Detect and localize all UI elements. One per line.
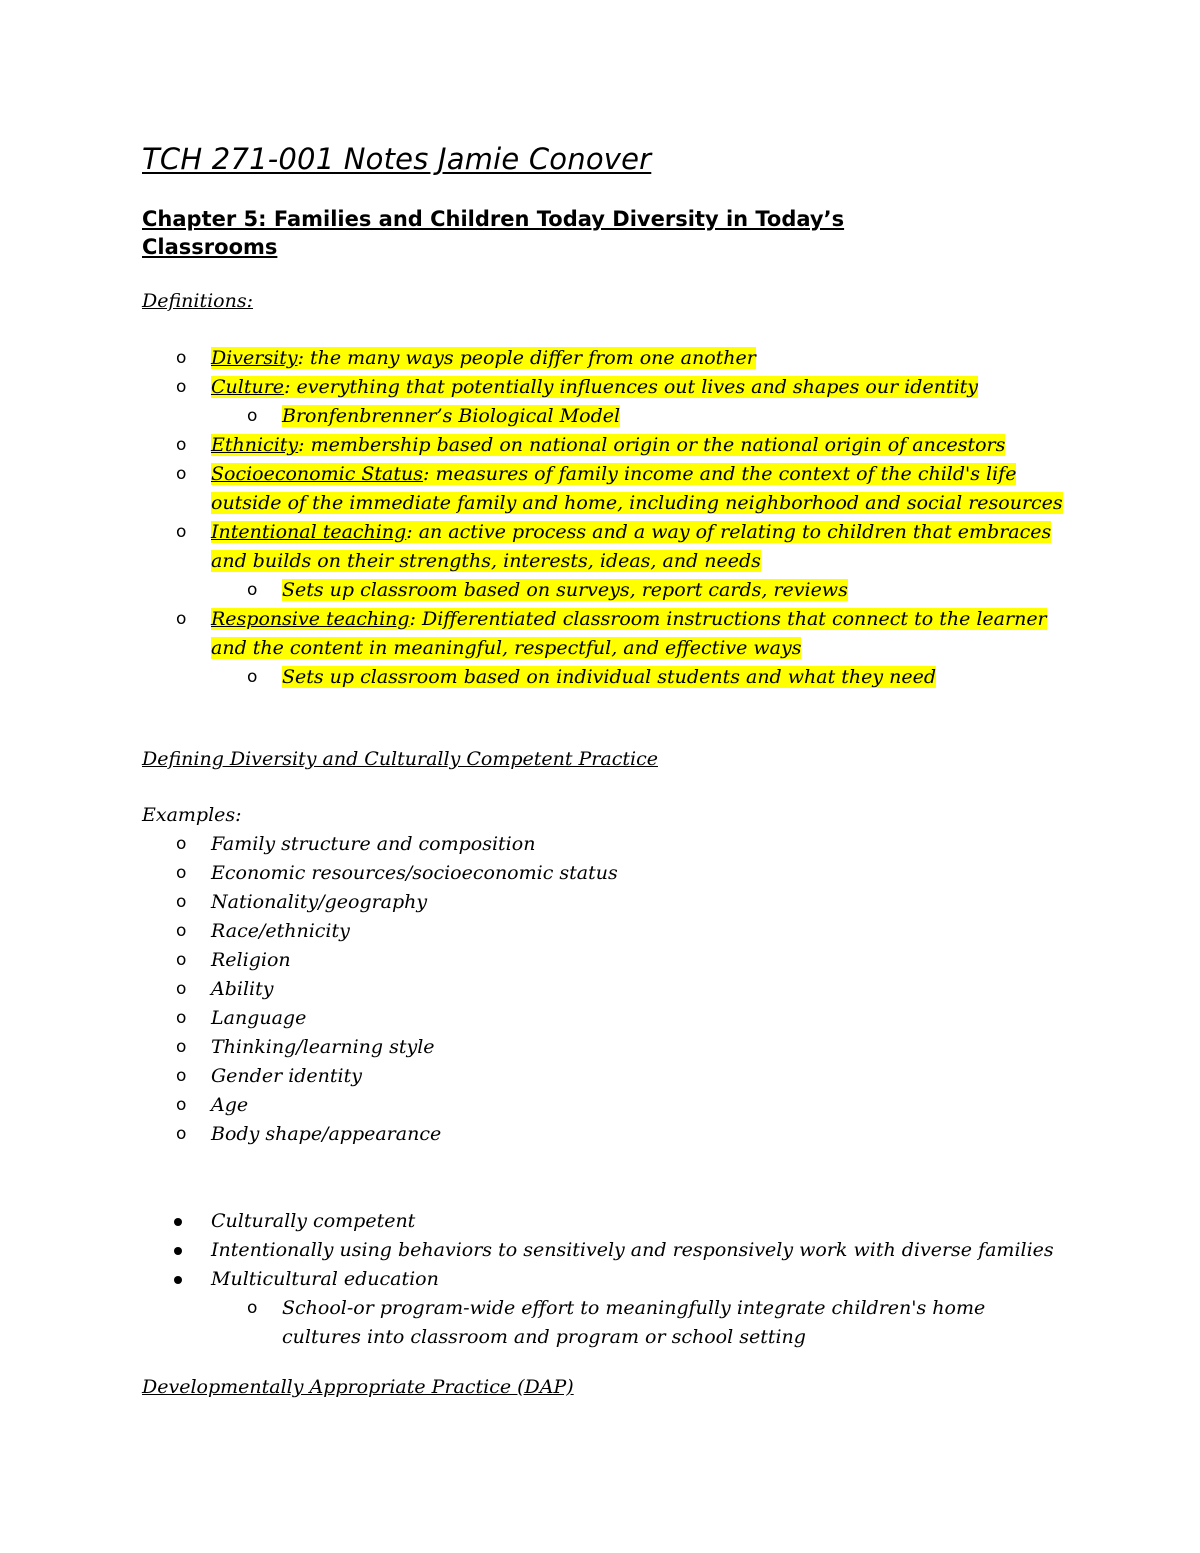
definition-text: : the many ways people differ from one another — [297, 347, 756, 369]
open-circle-bullet-icon: o — [176, 979, 187, 999]
open-circle-bullet-icon: o — [176, 1037, 187, 1057]
open-square-bullet-icon: o — [247, 406, 258, 426]
definition-text: : measures of family income and the context of the child's life outside of the immediate family and home, including neighborhood and social resources — [211, 463, 1063, 514]
definition-term: Intentional teaching — [211, 521, 407, 543]
example-item: o Ability — [0, 975, 618, 1004]
definition-text: : an active process and a way of relating to children that embraces and builds on their strengths, interests, ideas, and needs — [211, 521, 1052, 572]
example-item: o Nationality/geography — [0, 888, 618, 917]
subitem-text: Bronfenbrenner’s Biological Model — [282, 405, 621, 427]
competency-bullet-list — [0, 1207, 1054, 1352]
definitions-list — [0, 344, 1071, 692]
open-circle-bullet-icon: o — [176, 1008, 187, 1028]
definition-item-intentional-teaching — [0, 518, 1071, 576]
examples-list — [0, 830, 618, 1149]
open-circle-bullet-icon: o — [176, 435, 187, 455]
open-circle-bullet-icon: o — [176, 892, 187, 912]
definition-term: Diversity — [211, 347, 298, 369]
open-square-bullet-icon: o — [247, 667, 258, 687]
definition-term: Culture — [211, 376, 285, 398]
bullet-item: Intentionally using behaviors to sensitively and responsively work with diverse families — [0, 1236, 1054, 1265]
filled-bullet-icon — [174, 1218, 182, 1226]
definition-item-responsive-teaching — [0, 605, 1071, 663]
open-circle-bullet-icon: o — [176, 464, 187, 484]
definition-term: Socioeconomic Status — [211, 463, 423, 485]
open-circle-bullet-icon: o — [176, 609, 187, 629]
example-item: o Body shape/appearance — [0, 1120, 618, 1149]
bullet-item: Multicultural education — [0, 1265, 1054, 1294]
subitem-text: Sets up classroom based on surveys, report cards, reviews — [282, 579, 848, 601]
open-circle-bullet-icon: o — [176, 863, 187, 883]
dap-heading: Developmentally Appropriate Practice (DAP) — [142, 1376, 574, 1398]
diversity-section-heading: Defining Diversity and Culturally Competent Practice — [142, 748, 658, 770]
open-circle-bullet-icon: o — [176, 377, 187, 397]
bullet-subitem: o School-or program-wide effort to meaningfully integrate children's home cultures into classroom and program or school setting — [0, 1294, 1054, 1352]
definition-item-ethnicity — [0, 431, 1071, 460]
definition-text: : Differentiated classroom instructions that connect to the learner and the content in meaningful, respectful, and effective ways — [211, 608, 1047, 659]
example-item: o Gender identity — [0, 1062, 618, 1091]
open-circle-bullet-icon: o — [176, 1066, 187, 1086]
definition-item-diversity — [0, 344, 1071, 373]
definition-text: : everything that potentially influences out lives and shapes our identity — [284, 376, 979, 398]
example-item: o Race/ethnicity — [0, 917, 618, 946]
open-circle-bullet-icon: o — [176, 522, 187, 542]
example-item: o Language — [0, 1004, 618, 1033]
bullet-item: Culturally competent — [0, 1207, 1054, 1236]
definition-term: Responsive teaching — [211, 608, 410, 630]
example-item: o Religion — [0, 946, 618, 975]
example-item: o Family structure and composition — [0, 830, 618, 859]
open-circle-bullet-icon: o — [176, 1124, 187, 1144]
definition-text: : membership based on national origin or the national origin of ancestors — [298, 434, 1006, 456]
chapter-heading: Chapter 5: Families and Children Today Diversity in Today’s Classrooms — [142, 207, 845, 259]
example-item: o Thinking/learning style — [0, 1033, 618, 1062]
document-title: TCH 271-001 Notes Jamie Conover — [142, 142, 652, 176]
definition-subitem — [0, 402, 1071, 431]
definition-item-socioeconomic-status — [0, 460, 1071, 518]
filled-bullet-icon — [174, 1276, 182, 1284]
definitions-label: Definitions: — [142, 290, 254, 312]
example-item: o Age — [0, 1091, 618, 1120]
open-circle-bullet-icon: o — [176, 950, 187, 970]
open-circle-bullet-icon: o — [176, 1095, 187, 1115]
definition-subitem — [0, 663, 1071, 692]
subitem-text: Sets up classroom based on individual students and what they need — [282, 666, 937, 688]
definition-subitem — [0, 576, 1071, 605]
example-item: o Economic resources/socioeconomic status — [0, 859, 618, 888]
open-circle-bullet-icon: o — [176, 834, 187, 854]
definition-item-culture — [0, 373, 1071, 402]
definition-term: Ethnicity — [211, 434, 299, 456]
open-square-bullet-icon: o — [247, 580, 258, 600]
filled-bullet-icon — [174, 1247, 182, 1255]
open-circle-bullet-icon: o — [176, 921, 187, 941]
open-circle-bullet-icon: o — [176, 348, 187, 368]
open-circle-bullet-icon: o — [247, 1298, 258, 1318]
examples-label: Examples: — [142, 804, 242, 826]
